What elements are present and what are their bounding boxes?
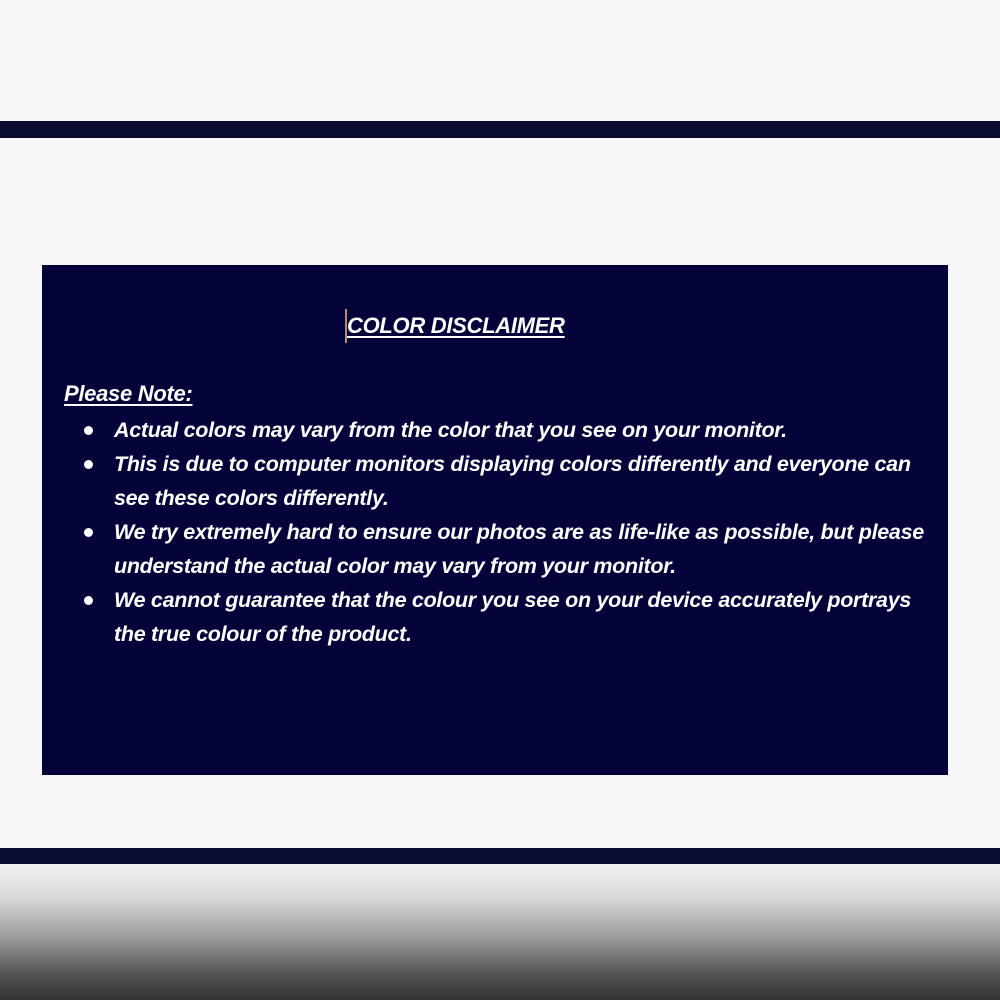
list-item: [78, 515, 938, 583]
bullet-icon: [84, 460, 93, 469]
disclaimer-title: COLOR DISCLAIMER: [347, 313, 565, 338]
disclaimer-panel: [42, 265, 948, 775]
note-heading: Please Note:: [64, 381, 193, 406]
list-item: [78, 583, 938, 651]
list-item-text: This is due to computer monitors displaying colors differently and everyone can see these colors differently.: [114, 452, 911, 510]
list-item: [78, 413, 938, 447]
list-item-text: We try extremely hard to ensure our photos are as life-like as possible, but please understand the actual color may vary from your monitor.: [114, 520, 924, 578]
top-divider-bar: [0, 121, 1000, 138]
bottom-divider-bar: [0, 848, 1000, 864]
bullet-icon: [84, 596, 93, 605]
list-item-text: We cannot guarantee that the colour you see on your device accurately portrays the true colour of the product.: [114, 588, 912, 646]
list-item-text: Actual colors may vary from the color that you see on your monitor.: [114, 418, 787, 442]
bottom-gradient: [0, 864, 1000, 1000]
bullet-icon: [84, 426, 93, 435]
bullet-icon: [84, 528, 93, 537]
list-item: [78, 447, 938, 515]
disclaimer-list: [78, 413, 938, 651]
